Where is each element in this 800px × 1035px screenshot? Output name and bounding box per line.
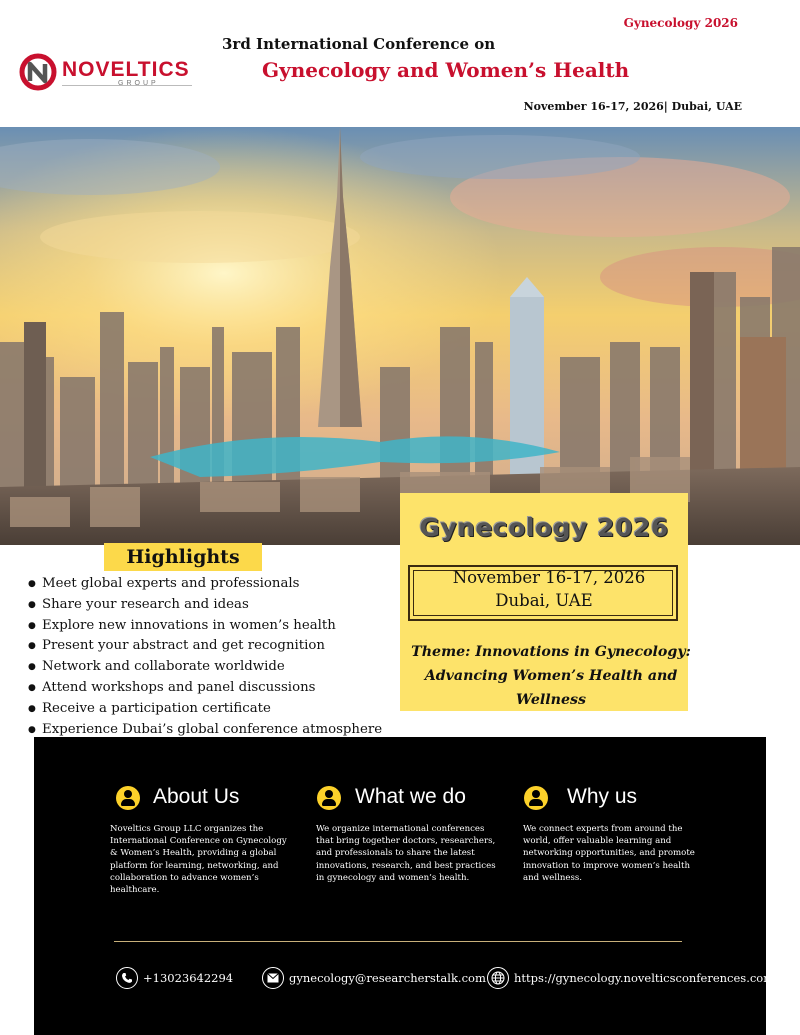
event-date: November 16-17, 2026 [452,568,646,587]
list-item [28,574,382,595]
highlight-text: Receive a participation certificate [42,700,271,716]
logo-text: NOVELTICS [62,58,190,81]
conference-ordinal-title: 3rd International Conference on [222,35,496,53]
highlights-list [28,574,382,740]
about-us-text: Noveltics Group LLC organizes the International Conference on Gynecology & Women’s Health, providing a global platform for learning, networking, and collaboration to advance women’s healthcare. [110,824,287,896]
conference-date-location: November 16-17, 2026| Dubai, UAE [523,100,742,113]
highlight-text: Meet global experts and professionals [42,576,300,591]
event-card-title: Gynecology 2026 [419,513,669,542]
list-item [28,678,382,699]
highlight-text: Network and collaborate worldwide [42,659,285,675]
user-icon [524,786,548,810]
list-item [28,699,382,720]
user-icon [317,786,341,810]
why-us-heading: Why us [567,785,638,808]
bullet-icon: ● [28,724,36,735]
event-theme: Theme: Innovations in Gynecology: Advancing Women’s Health and Wellness [411,644,691,708]
bullet-icon: ● [28,620,36,631]
logo-mark-icon [18,52,58,92]
why-us-text: We connect experts from around the world, offer valuable learning and networking opportunities, and promote innovation to improve women’s health and wellness. [523,824,695,883]
event-place: Dubai, UAE [495,591,593,610]
bullet-icon: ● [28,682,36,693]
user-icon [116,786,140,810]
top-tag: Gynecology 2026 [623,16,738,30]
what-we-do-heading: What we do [355,785,466,808]
mail-icon [262,967,284,989]
highlights-title: Highlights [104,543,262,571]
website-url: https://gynecology.novelticsconferences.com [514,971,775,985]
email-contact[interactable] [262,967,486,989]
list-item [28,636,382,657]
highlight-text: Explore new innovations in women’s health [42,617,336,633]
what-we-do-text: We organize international conferences that bring together doctors, researchers, and professionals to share the latest innovations, research, and best practices in gynecology and women’s health. [316,824,496,883]
phone-icon [116,967,138,989]
panel-divider [114,941,682,942]
bullet-icon: ● [28,703,36,714]
bullet-icon: ● [28,579,36,589]
dubai-skyline-hero-image [0,127,800,545]
highlight-text: Present your abstract and get recognition [42,638,325,654]
list-item [28,657,382,678]
highlight-text: Attend workshops and panel discussions [42,679,316,695]
logo-sub: GROUP [118,80,159,87]
event-card [400,493,691,711]
bullet-icon: ● [28,641,36,652]
highlight-text: Share your research and ideas [42,596,249,612]
bullet-icon: ● [28,599,36,610]
bullet-icon: ● [28,662,36,673]
list-item [28,616,382,637]
info-panel [34,737,775,1035]
highlight-text: Experience Dubai’s global conference atmosphere [42,721,383,737]
phone-number: +13023642294 [143,971,234,985]
email-address: gynecology@researcherstalk.com [289,971,486,985]
about-us-heading: About Us [153,785,240,808]
conference-title: Gynecology and Women’s Health [262,58,630,82]
noveltics-logo [18,52,198,92]
globe-icon [487,967,509,989]
list-item [28,595,382,616]
website-contact[interactable] [487,967,774,989]
phone-contact[interactable] [116,967,233,989]
